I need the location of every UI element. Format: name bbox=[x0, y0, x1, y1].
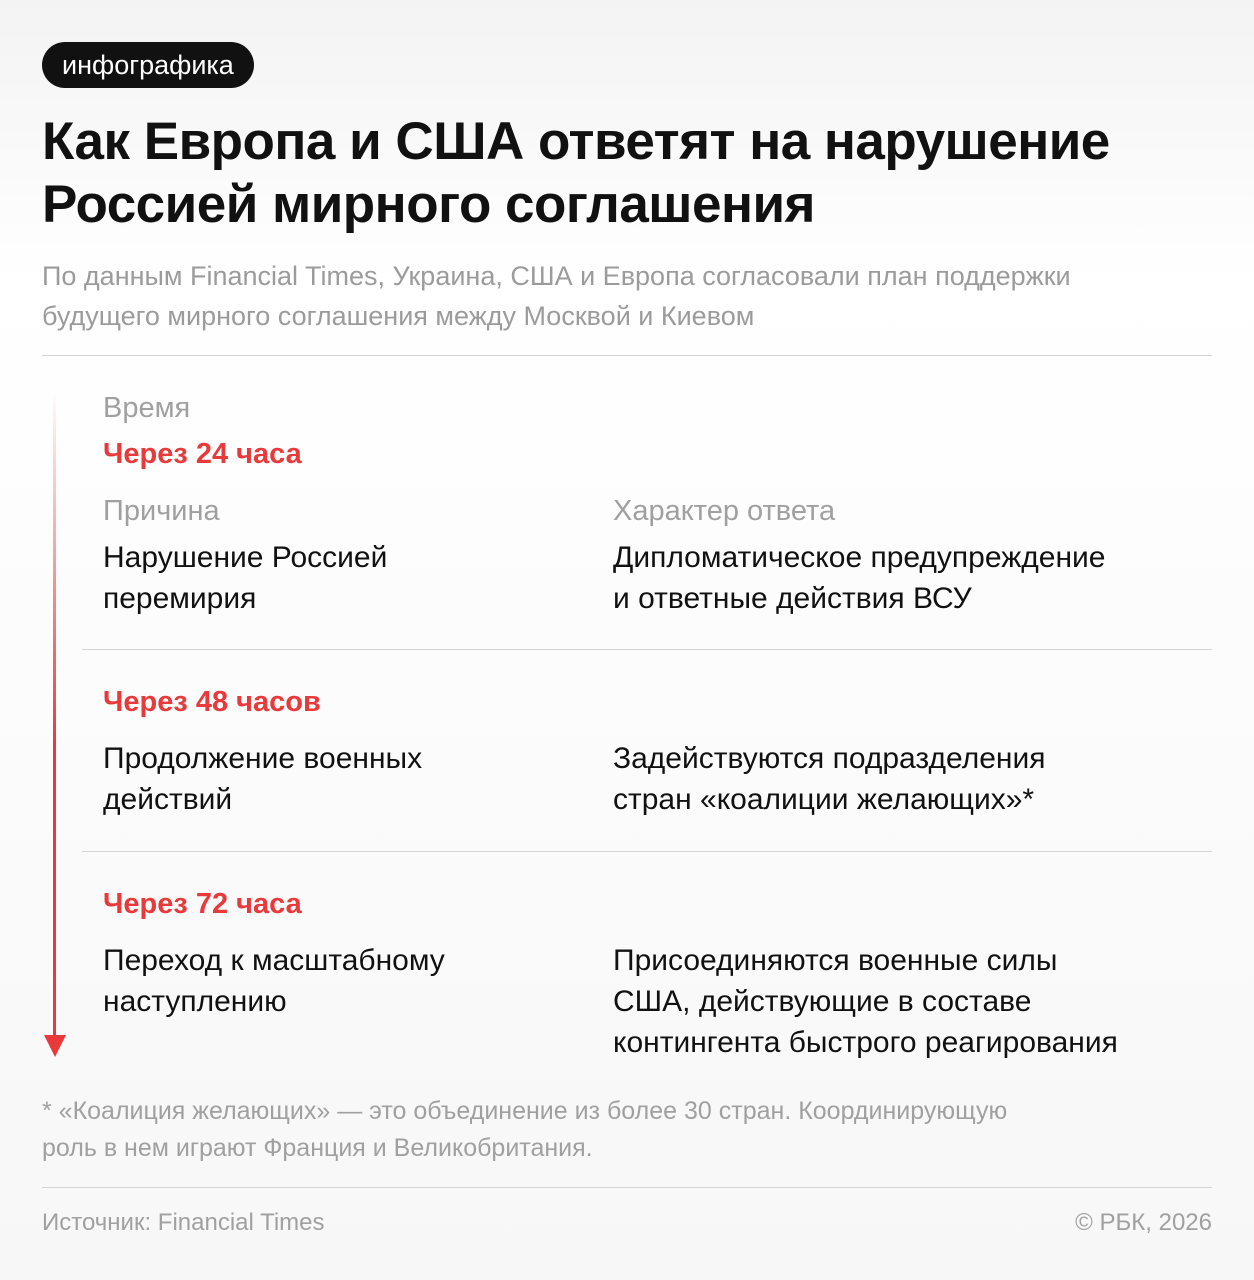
row-2-response-line-1: Задействуются подразделения bbox=[613, 742, 1046, 775]
top-divider bbox=[42, 355, 1212, 356]
row-3-response-line-3: контингента быстрого реагирования bbox=[613, 1026, 1118, 1059]
bottom-divider bbox=[42, 1187, 1212, 1188]
row-2-response-line-2: стран «коалиции желающих»* bbox=[613, 783, 1035, 816]
footnote bbox=[42, 1093, 1222, 1167]
row-2-cause bbox=[103, 738, 422, 820]
subtitle-line-1: По данным Financial Times, Украина, США и Европа согласовали план поддержки bbox=[42, 261, 1071, 291]
row-1-cause bbox=[103, 537, 387, 619]
footnote-line-1: * «Коалиция желающих» — это объединение из более 30 стран. Координирующую bbox=[42, 1097, 1008, 1125]
category-badge: инфографика bbox=[42, 42, 254, 88]
row-2-response bbox=[613, 738, 1045, 820]
row-2-cause-line-1: Продолжение военных bbox=[103, 742, 423, 775]
row-3-time: Через 72 часа bbox=[103, 888, 302, 920]
source-text: Источник: Financial Times bbox=[42, 1209, 325, 1236]
footnote-line-2: роль в нем играют Франция и Великобритания. bbox=[42, 1134, 593, 1162]
timeline-line bbox=[53, 390, 56, 1035]
subtitle-line-2: будущего мирного соглашения между Москвой и Киевом bbox=[42, 301, 755, 331]
row-1-cause-line-2: перемирия bbox=[103, 582, 257, 615]
response-label: Характер ответа bbox=[613, 495, 836, 527]
row-1-response-line-2: и ответные действия ВСУ bbox=[613, 582, 972, 615]
row-1-response-line-1: Дипломатическое предупреждение bbox=[613, 541, 1106, 574]
row-1-cause-line-1: Нарушение Россией bbox=[103, 541, 388, 574]
cause-label: Причина bbox=[103, 495, 220, 527]
row-3-cause-line-2: наступлению bbox=[103, 985, 287, 1018]
row-3-cause-line-1: Переход к масштабному bbox=[103, 944, 445, 977]
row-3-cause bbox=[103, 940, 445, 1022]
row-divider bbox=[82, 649, 1212, 650]
page-title bbox=[42, 110, 1222, 236]
row-2-cause-line-2: действий bbox=[103, 783, 233, 816]
timeline-arrow-icon bbox=[44, 1035, 66, 1057]
time-label: Время bbox=[103, 392, 191, 424]
copyright-text: © РБК, 2026 bbox=[1075, 1209, 1212, 1236]
row-2-time: Через 48 часов bbox=[103, 686, 321, 718]
subtitle bbox=[42, 256, 1222, 336]
row-3-response-line-1: Присоединяются военные силы bbox=[613, 944, 1058, 977]
title-line-2: Россией мирного соглашения bbox=[42, 175, 815, 234]
title-line-1: Как Европа и США ответят на нарушение bbox=[42, 112, 1110, 171]
row-1-time: Через 24 часа bbox=[103, 438, 302, 470]
row-3-response-line-2: США, действующие в составе bbox=[613, 985, 1032, 1018]
row-3-response bbox=[613, 940, 1118, 1063]
row-divider bbox=[82, 851, 1212, 852]
row-1-response bbox=[613, 537, 1105, 619]
